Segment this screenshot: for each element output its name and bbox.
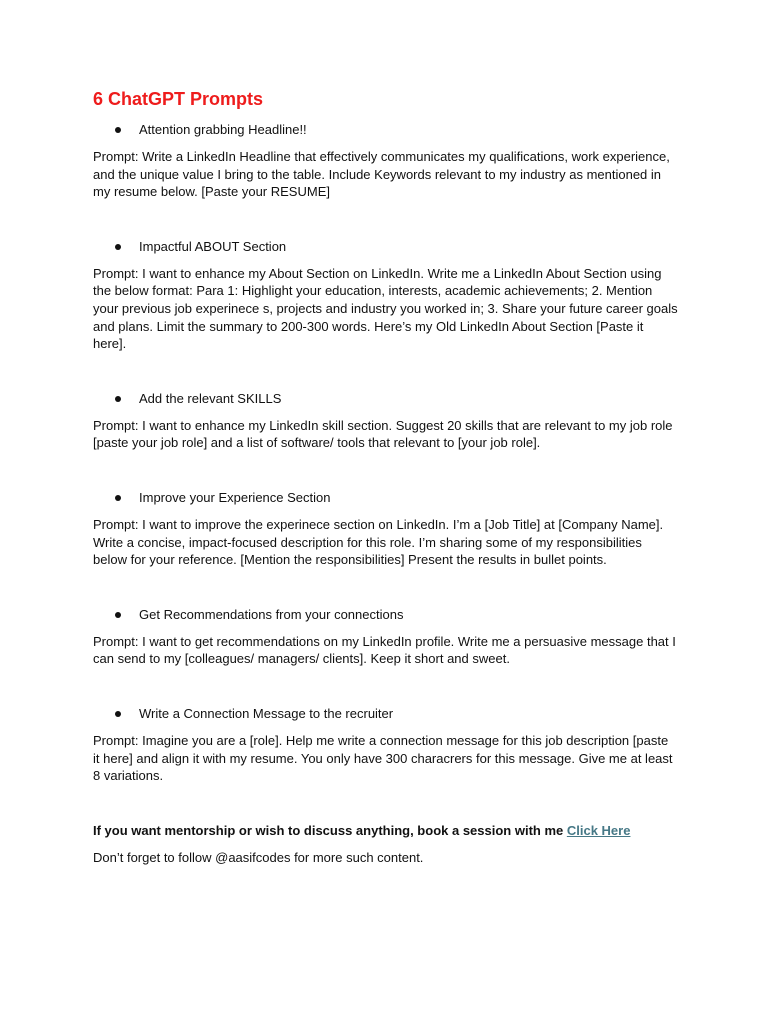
section-heading-text: Write a Connection Message to the recruiter: [139, 705, 394, 721]
prompt-section-3: [93, 390, 678, 452]
prompt-section-5: [93, 606, 678, 668]
section-heading-4: [93, 489, 678, 507]
section-heading-5: [93, 606, 678, 624]
cta-text: If you want mentorship or wish to discuss anything, book a session with me: [93, 822, 564, 838]
bullet-icon: [115, 612, 121, 618]
document-page: [93, 88, 678, 867]
section-heading-text: Improve your Experience Section: [139, 489, 331, 505]
prompt-section-6: [93, 705, 678, 785]
section-heading-6: [93, 705, 678, 723]
section-heading-text: Get Recommendations from your connections: [139, 606, 404, 622]
prompt-text-5: Prompt: I want to get recommendations on my LinkedIn profile. Write me a persuasive message that I can send to my [colleagues/ managers/ clients]. Keep it short and sweet.: [93, 633, 676, 667]
section-heading-text: Impactful ABOUT Section: [139, 238, 287, 254]
prompt-text-3: Prompt: I want to enhance my LinkedIn skill section. Suggest 20 skills that are relevant to my job role [paste your job role] and a list of software/ tools that relevant to [your job role].: [93, 417, 673, 451]
section-heading-3: [93, 390, 678, 408]
prompt-section-4: [93, 489, 678, 569]
click-here-link[interactable]: Click Here: [566, 822, 631, 838]
bullet-icon: [115, 396, 121, 402]
prompt-text-4: Prompt: I want to improve the experinece section on LinkedIn. I’m a [Job Title] at [Company Name]. Write a concise, impact-focused description for this role. I’m sharing some of my responsibilities below for your reference. [Mention the responsibilities] Present the results in bullet points.: [93, 516, 664, 568]
prompt-text-6: Prompt: Imagine you are a [role]. Help me write a connection message for this job description [paste it here] and align it with my resume. You only have 300 characrers for this message. Give me at least 8 variations.: [93, 732, 673, 784]
prompt-text-2: Prompt: I want to enhance my About Section on LinkedIn. Write me a LinkedIn About Section using the below format: Para 1: Highlight your education, interests, academic achievements; 2. Mention your previous job experinece s, projects and industry you worked in; 3. Share your future career goals and plans. Limit the summary to 200-300 words. Here’s my Old LinkedIn About Section [Paste it here].: [93, 265, 678, 352]
prompt-text-1: Prompt: Write a LinkedIn Headline that effectively communicates my qualifications, work experience, and the unique value I bring to the table. Include Keywords relevant to my industry as mentioned in my resume below. [Paste your RESUME]: [93, 149, 670, 200]
prompt-section-2: [93, 238, 678, 353]
section-heading-text: Add the relevant SKILLS: [139, 390, 282, 406]
bullet-icon: [115, 127, 121, 133]
section-heading-text: Attention grabbing Headline!!: [139, 122, 307, 137]
mentorship-cta: [93, 822, 678, 840]
prompt-section-1: [93, 121, 678, 201]
bullet-icon: [115, 711, 121, 717]
section-heading-1: [93, 121, 678, 139]
document-title: 6 ChatGPT Prompts: [93, 89, 264, 109]
section-heading-2: [93, 238, 678, 256]
bullet-icon: [115, 495, 121, 501]
footer-note: Don’t forget to follow @aasifcodes for more such content.: [93, 849, 424, 865]
bullet-icon: [115, 244, 121, 250]
